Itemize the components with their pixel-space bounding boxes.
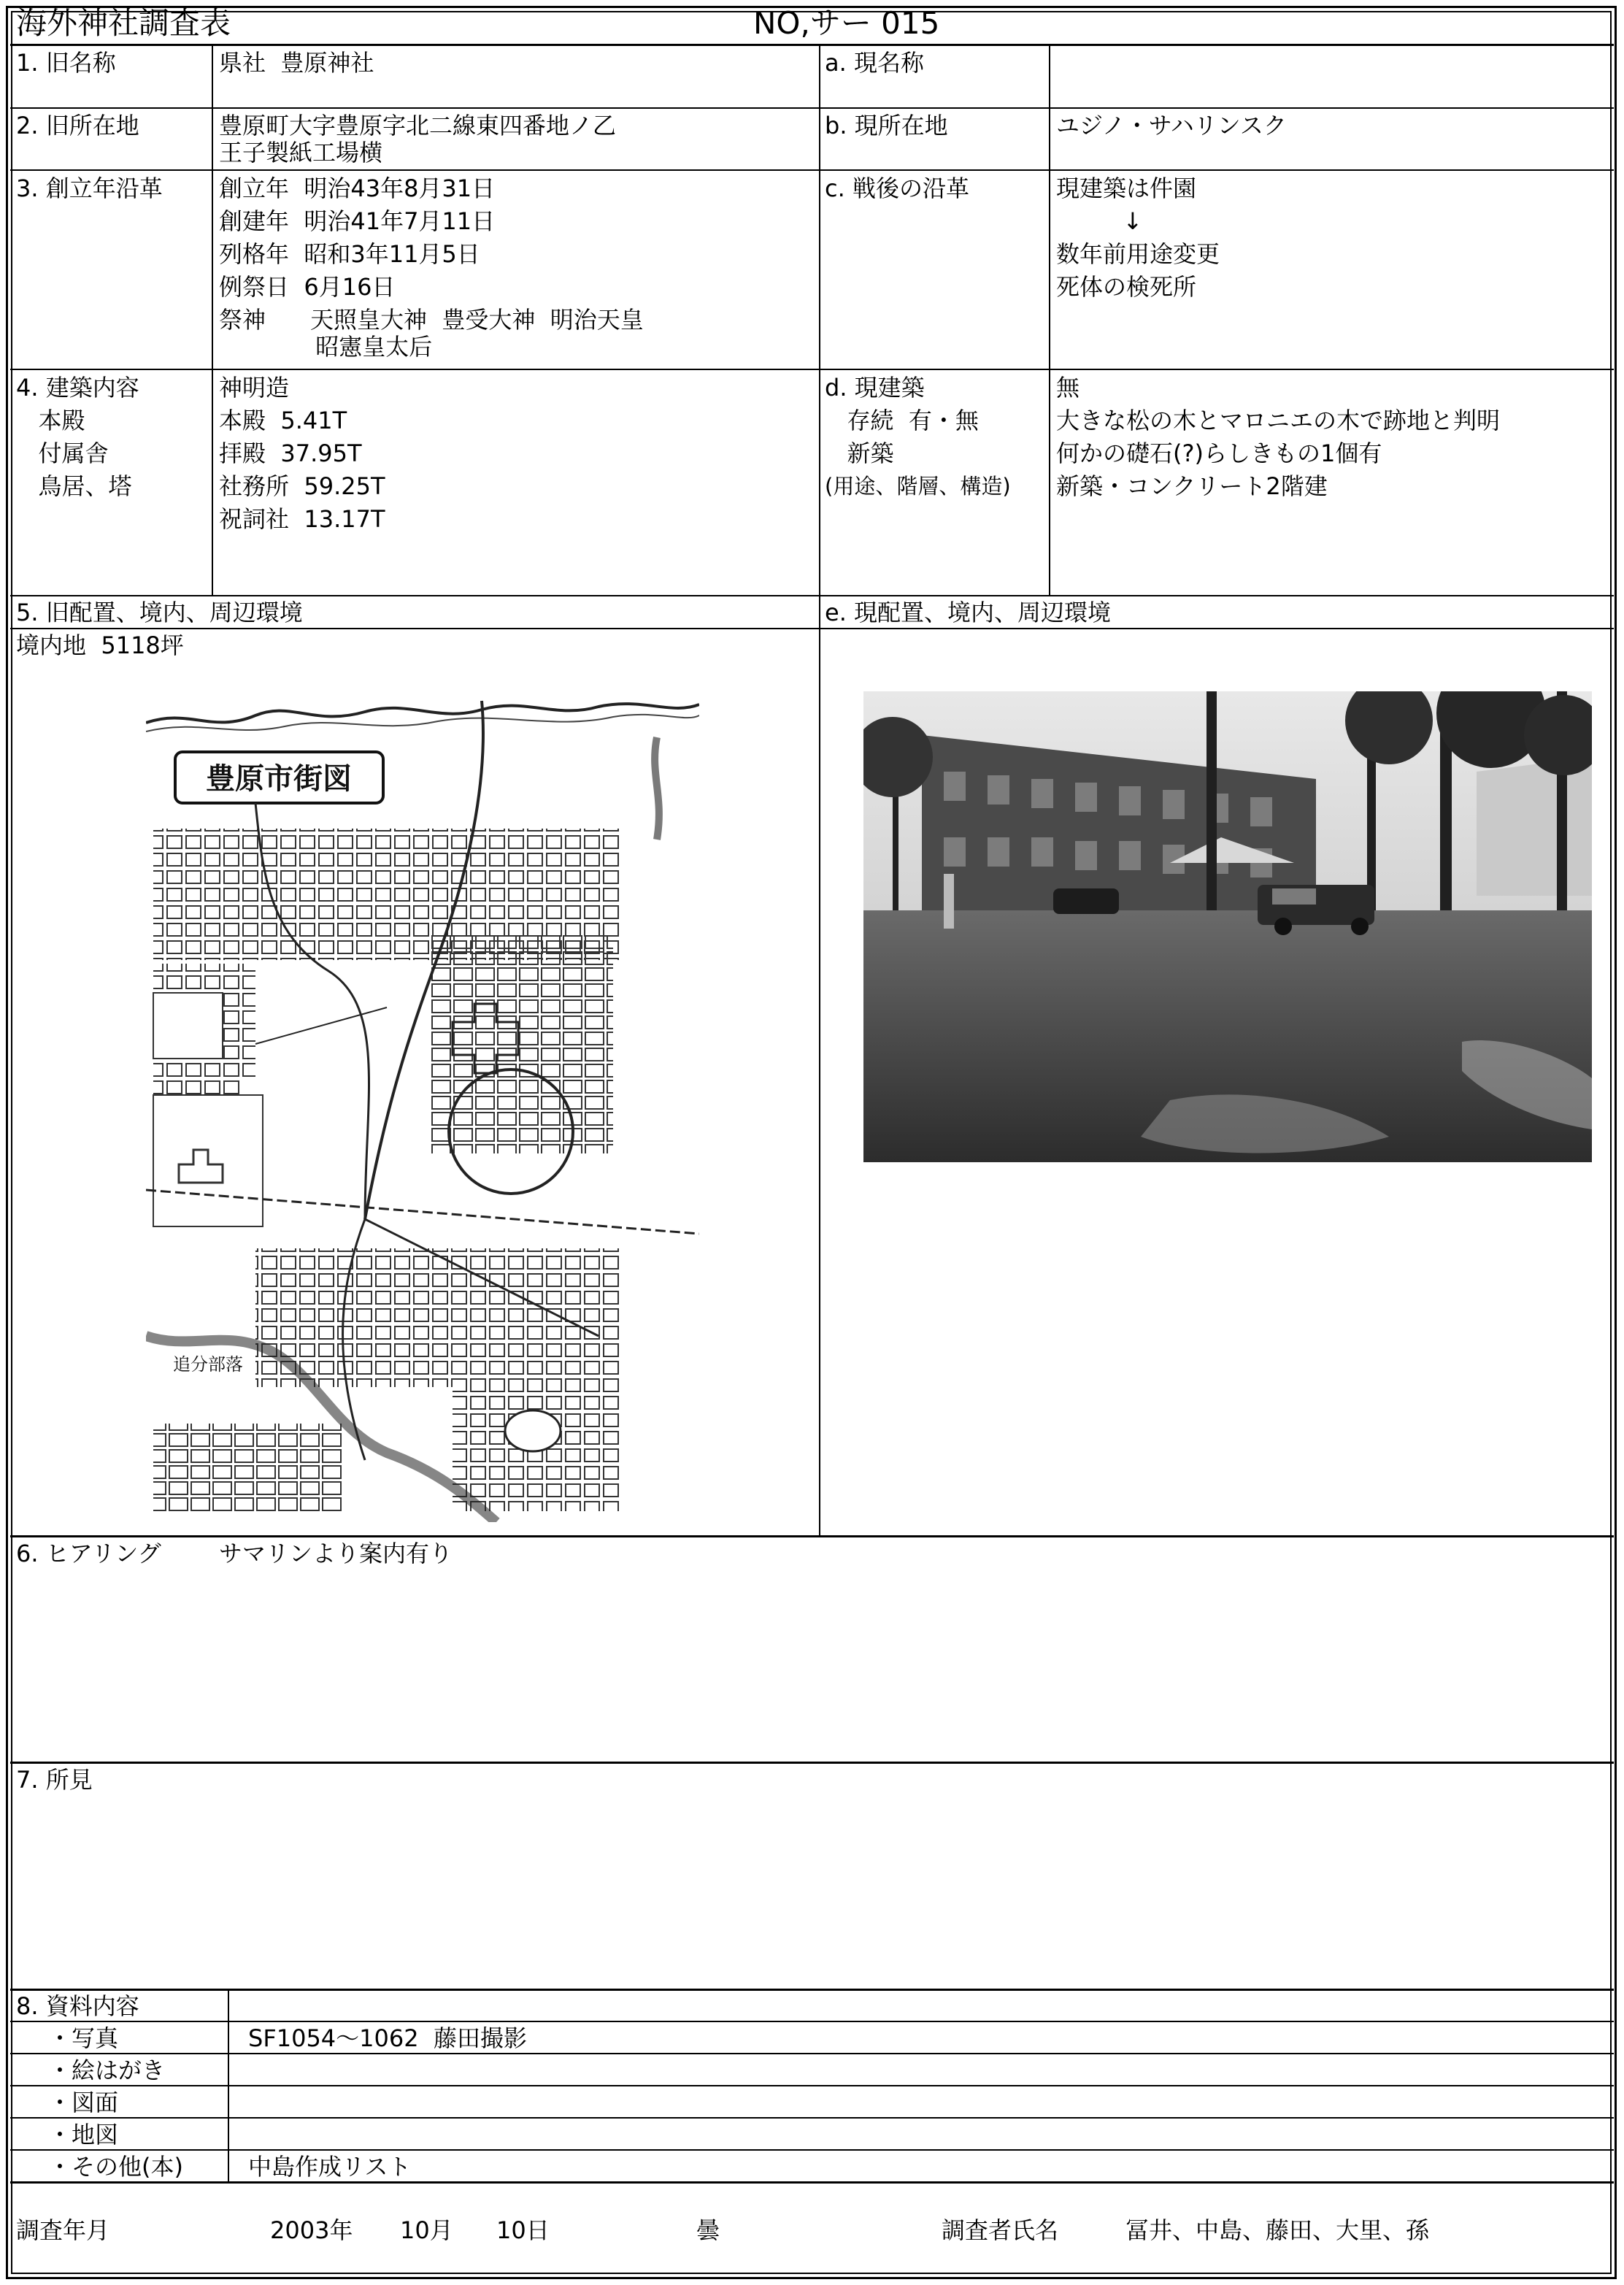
value-old-location — [219, 110, 616, 169]
architecture-label-line: 本殿 — [16, 407, 85, 434]
current-building-label-line: d. 現建築 — [825, 374, 925, 402]
label-materials: 8. 資料内容 — [16, 1992, 139, 2020]
founding-line: 昭憲皇太后 — [219, 333, 433, 361]
architecture-label-line: 付属舎 — [16, 439, 109, 467]
label-postwar-history: c. 戦後の沿革 — [825, 174, 969, 202]
postwar-line: 現建築は件園 — [1056, 174, 1197, 202]
material-label: ・写真 — [48, 2024, 119, 2052]
current-building-label-line: 新築 — [825, 439, 894, 467]
old-city-map — [146, 694, 699, 1522]
survey-year: 2003年 — [270, 2216, 353, 2244]
sheet-number: NO,サー 015 — [753, 5, 940, 41]
survey-month: 10月 — [400, 2216, 453, 2244]
rule-materials — [10, 1989, 1614, 1991]
map-title: 豊原市街図 — [206, 761, 352, 796]
site-photo — [863, 691, 1592, 1162]
founding-line: 創建年 明治41年7月11日 — [219, 207, 496, 235]
founding-line: 列格年 昭和3年11月5日 — [219, 240, 480, 268]
architecture-line: 神明造 — [219, 374, 290, 402]
value-postwar-history — [1056, 172, 1220, 304]
col-rule-mid — [819, 44, 820, 1535]
surveyor-names: 冨井、中島、藤田、大里、孫 — [1125, 2216, 1430, 2244]
site-photo-drawing — [863, 691, 1592, 1162]
value-old-name: 県社 豊原神社 — [219, 49, 374, 77]
map-district-label: 追分部落 — [173, 1354, 243, 1375]
founding-line: 例祭日 6月16日 — [219, 273, 396, 301]
rule-row2 — [10, 169, 1614, 171]
rule-header — [10, 44, 1614, 46]
col-rule-a — [212, 44, 213, 595]
rule-mat-3 — [10, 2085, 1614, 2086]
rule-row3 — [10, 369, 1614, 370]
value-founding — [219, 172, 644, 364]
architecture-line: 本殿 5.41T — [219, 407, 347, 434]
current-building-line: 何かの礎石(?)らしきもの1個有 — [1056, 439, 1382, 467]
city-map-drawing — [146, 694, 699, 1522]
material-label: ・図面 — [48, 2089, 119, 2116]
label-current-building — [825, 372, 1011, 503]
founding-line: 祭神 天照皇大神 豊受大神 明治天皇 — [219, 306, 644, 334]
rule-row1 — [10, 107, 1614, 109]
architecture-line: 社務所 59.25T — [219, 472, 385, 500]
old-location-line: 王子製紙工場横 — [219, 139, 383, 166]
current-building-label-line: 存続 有・無 — [825, 407, 979, 434]
postwar-line: 死体の検死所 — [1056, 273, 1197, 301]
label-findings: 7. 所見 — [16, 1766, 93, 1794]
precinct-area: 境内地 5118坪 — [16, 631, 184, 659]
label-current-name: a. 現名称 — [825, 49, 924, 77]
survey-weather: 曇 — [696, 2216, 720, 2244]
old-location-line: 豊原町大字豊原字北二線東四番地ノ乙 — [219, 112, 617, 139]
current-building-line: 大きな松の木とマロニエの木で跡地と判明 — [1056, 407, 1501, 434]
value-current-location: ユジノ・サハリンスク — [1056, 112, 1287, 139]
current-building-label-line: (用途、階層、構造) — [825, 474, 1011, 499]
label-surveyors: 調査者氏名 — [942, 2216, 1059, 2244]
survey-day: 10日 — [496, 2216, 550, 2244]
material-value: SF1054～1062 藤田撮影 — [248, 2024, 527, 2052]
label-architecture — [16, 372, 139, 503]
rule-findings — [10, 1762, 1614, 1764]
label-current-layout: e. 現配置、境内、周辺環境 — [825, 599, 1112, 626]
label-old-layout: 5. 旧配置、境内、周辺環境 — [16, 599, 303, 626]
value-hearing: サマリンより案内有り — [219, 1540, 453, 1567]
label-current-location: b. 現所在地 — [825, 112, 948, 139]
value-architecture — [219, 372, 385, 536]
sheet-title: 海外神社調査表 — [16, 5, 231, 41]
material-label: ・絵はがき — [48, 2056, 166, 2084]
architecture-line: 拝殿 37.95T — [219, 439, 362, 467]
founding-line: 創立年 明治43年8月31日 — [219, 174, 496, 202]
current-building-line: 新築・コンクリート2階建 — [1056, 472, 1328, 500]
architecture-label-line: 鳥居、塔 — [16, 472, 132, 500]
label-hearing: 6. ヒアリング — [16, 1540, 161, 1567]
label-old-name: 1. 旧名称 — [16, 49, 116, 77]
label-old-location: 2. 旧所在地 — [16, 112, 139, 139]
postwar-line: 数年前用途変更 — [1056, 240, 1220, 268]
rule-mat-4 — [10, 2117, 1614, 2119]
architecture-label-line: 4. 建築内容 — [16, 374, 139, 402]
postwar-line: ↓ — [1056, 207, 1143, 235]
value-current-building — [1056, 372, 1500, 503]
material-label: ・地図 — [48, 2121, 119, 2148]
material-value: 中島作成リスト — [248, 2153, 412, 2181]
col-rule-materials — [228, 1989, 229, 2181]
col-rule-c — [1049, 44, 1050, 595]
current-building-line: 無 — [1056, 374, 1080, 402]
label-founding: 3. 創立年沿革 — [16, 174, 163, 202]
architecture-line: 祝詞社 13.17T — [219, 505, 385, 533]
label-survey-date: 調査年月 — [16, 2216, 110, 2244]
material-label: ・その他(本) — [48, 2153, 183, 2181]
